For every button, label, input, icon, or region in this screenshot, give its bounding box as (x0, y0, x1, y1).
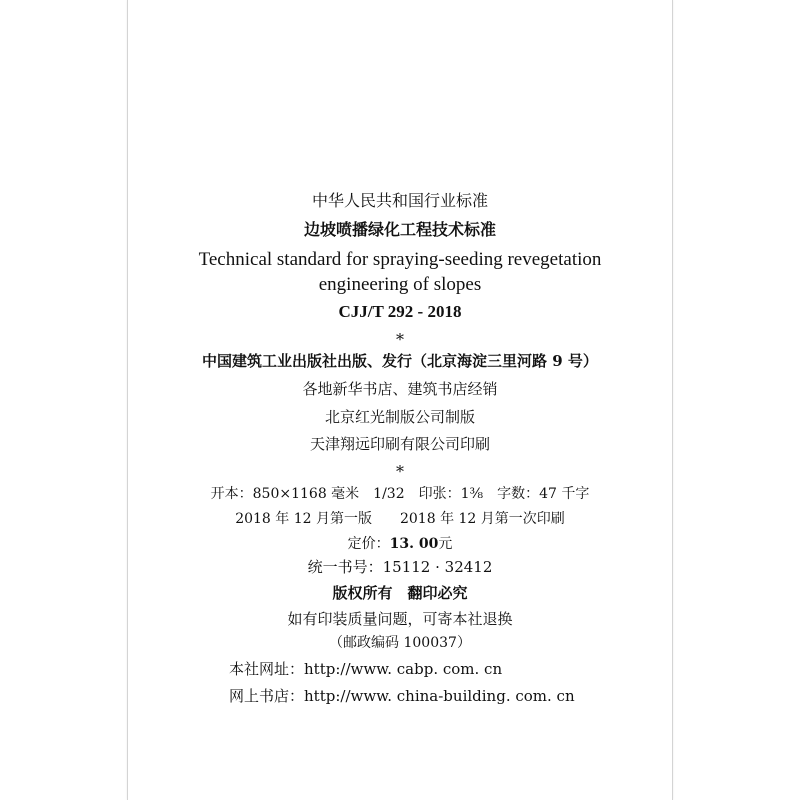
title-chinese: 边坡喷播绿化工程技术标准 (303, 220, 496, 239)
postal-code-line: （邮政编码 100037） (329, 635, 471, 651)
book-number-line: 统一书号：15112 · 32412 (307, 558, 493, 576)
bookstore-line (229, 689, 575, 704)
copyright-page (127, 0, 673, 800)
standard-code: CJJ/T 292 - 2018 (338, 302, 462, 321)
price-label: 定价： (347, 536, 390, 552)
separator-star-2: * (396, 462, 404, 481)
edition-line: 2018 年 12 月第一版 2018 年 12 月第一次印刷 (235, 511, 565, 527)
price-value: 13. 00 (389, 536, 439, 552)
website-line (229, 662, 502, 677)
plate-maker-line: 北京红光制版公司制版 (324, 408, 475, 426)
format-line: 开本：850×1168 毫米 1/32 印张：1⅜ 字数：47 千字 (210, 486, 590, 502)
title-english-line-1: Technical standard for spraying-seeding revegetation (198, 249, 602, 270)
return-notice: 如有印装质量问题，可寄本社退换 (287, 610, 513, 628)
bookstore-label: 网上书店： (229, 687, 305, 705)
standard-category: 中华人民共和国行业标准 (311, 191, 488, 210)
printer-line: 天津翔远印刷有限公司印刷 (309, 435, 490, 453)
website-label: 本社网址： (229, 660, 305, 678)
website-url: http://www. cabp. com. cn (304, 660, 503, 678)
separator-star-1: * (396, 330, 404, 349)
price-line (128, 537, 672, 551)
price-unit: 元 (438, 536, 453, 552)
publisher-line: 中国建筑工业出版社出版、发行（北京海淀三里河路 9 号） (202, 352, 598, 370)
bookstore-url: http://www. china-building. com. cn (304, 687, 575, 705)
distributor-line: 各地新华书店、建筑书店经销 (302, 380, 498, 398)
copyright-notice: 版权所有 翻印必究 (332, 584, 468, 602)
title-english-line-2: engineering of slopes (318, 274, 482, 295)
